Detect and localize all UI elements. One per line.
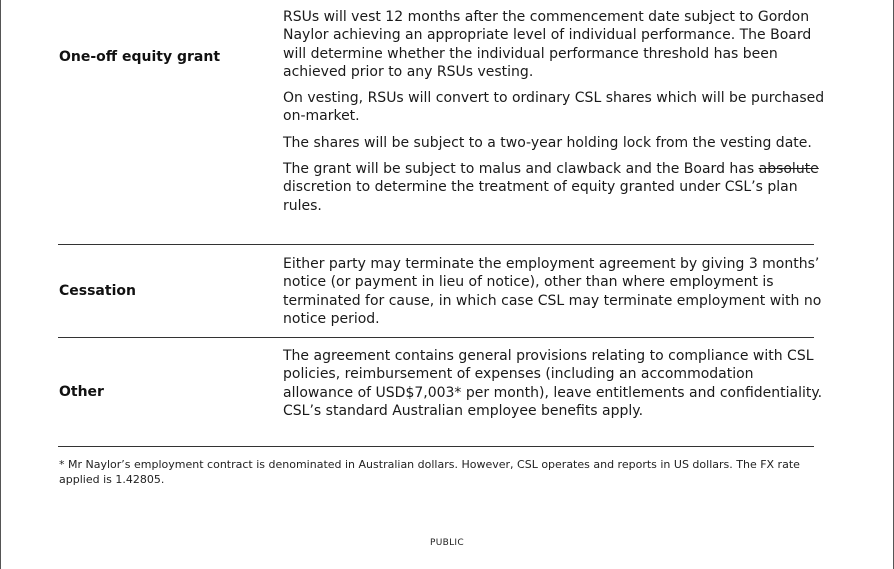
- equity-grant-paragraph-holding-lock: The shares will be subject to a two-year holding lock from the vesting date.: [283, 134, 812, 151]
- row-label-equity-grant: One-off equity grant: [59, 49, 221, 65]
- row-label-cessation: Cessation: [59, 283, 136, 299]
- malus-text-after: discretion to determine the treatment of equity granted under CSL’s plan rules.: [283, 179, 798, 214]
- row-divider: [58, 244, 814, 245]
- row-description-other: [283, 347, 828, 420]
- malus-text-before: The grant will be subject to malus and clawback and the Board has: [283, 161, 755, 178]
- cessation-paragraph: Either party may terminate the employment agreement by giving 3 months’ notice (or payment in lieu of notice), other than where employment is terminated for cause, in which case CSL may terminate employment with no notice period.: [283, 256, 822, 327]
- row-label-other: Other: [59, 384, 104, 400]
- equity-grant-paragraph-malus-clawback: [283, 160, 828, 215]
- row-divider: [58, 446, 814, 447]
- row-divider: [58, 337, 814, 338]
- classification-label: PUBLIC: [430, 538, 464, 548]
- other-paragraph: The agreement contains general provisions relating to compliance with CSL policies, reimbursement of expenses (including an accommodation allowance of USD$7,003* per month), leave entitlements and confidentiality. CSL’s standard Australian employee benefits apply.: [283, 348, 823, 419]
- row-description-equity-grant: [283, 8, 828, 215]
- equity-grant-paragraph-conversion: On vesting, RSUs will convert to ordinary CSL shares which will be purchased on-market.: [283, 90, 825, 125]
- row-description-cessation: [283, 255, 828, 328]
- page-left-border: [0, 0, 1, 569]
- struck-word: absolute: [758, 161, 819, 178]
- footnote: * Mr Naylor’s employment contract is denominated in Australian dollars. However, CSL operates and reports in US dollars. The FX rate applied is 1.42805.: [59, 458, 800, 486]
- equity-grant-paragraph-vesting: RSUs will vest 12 months after the commencement date subject to Gordon Naylor achieving an appropriate level of individual performance. The Board will determine whether the individual performance threshold has been achieved prior to any RSUs vesting.: [283, 9, 812, 80]
